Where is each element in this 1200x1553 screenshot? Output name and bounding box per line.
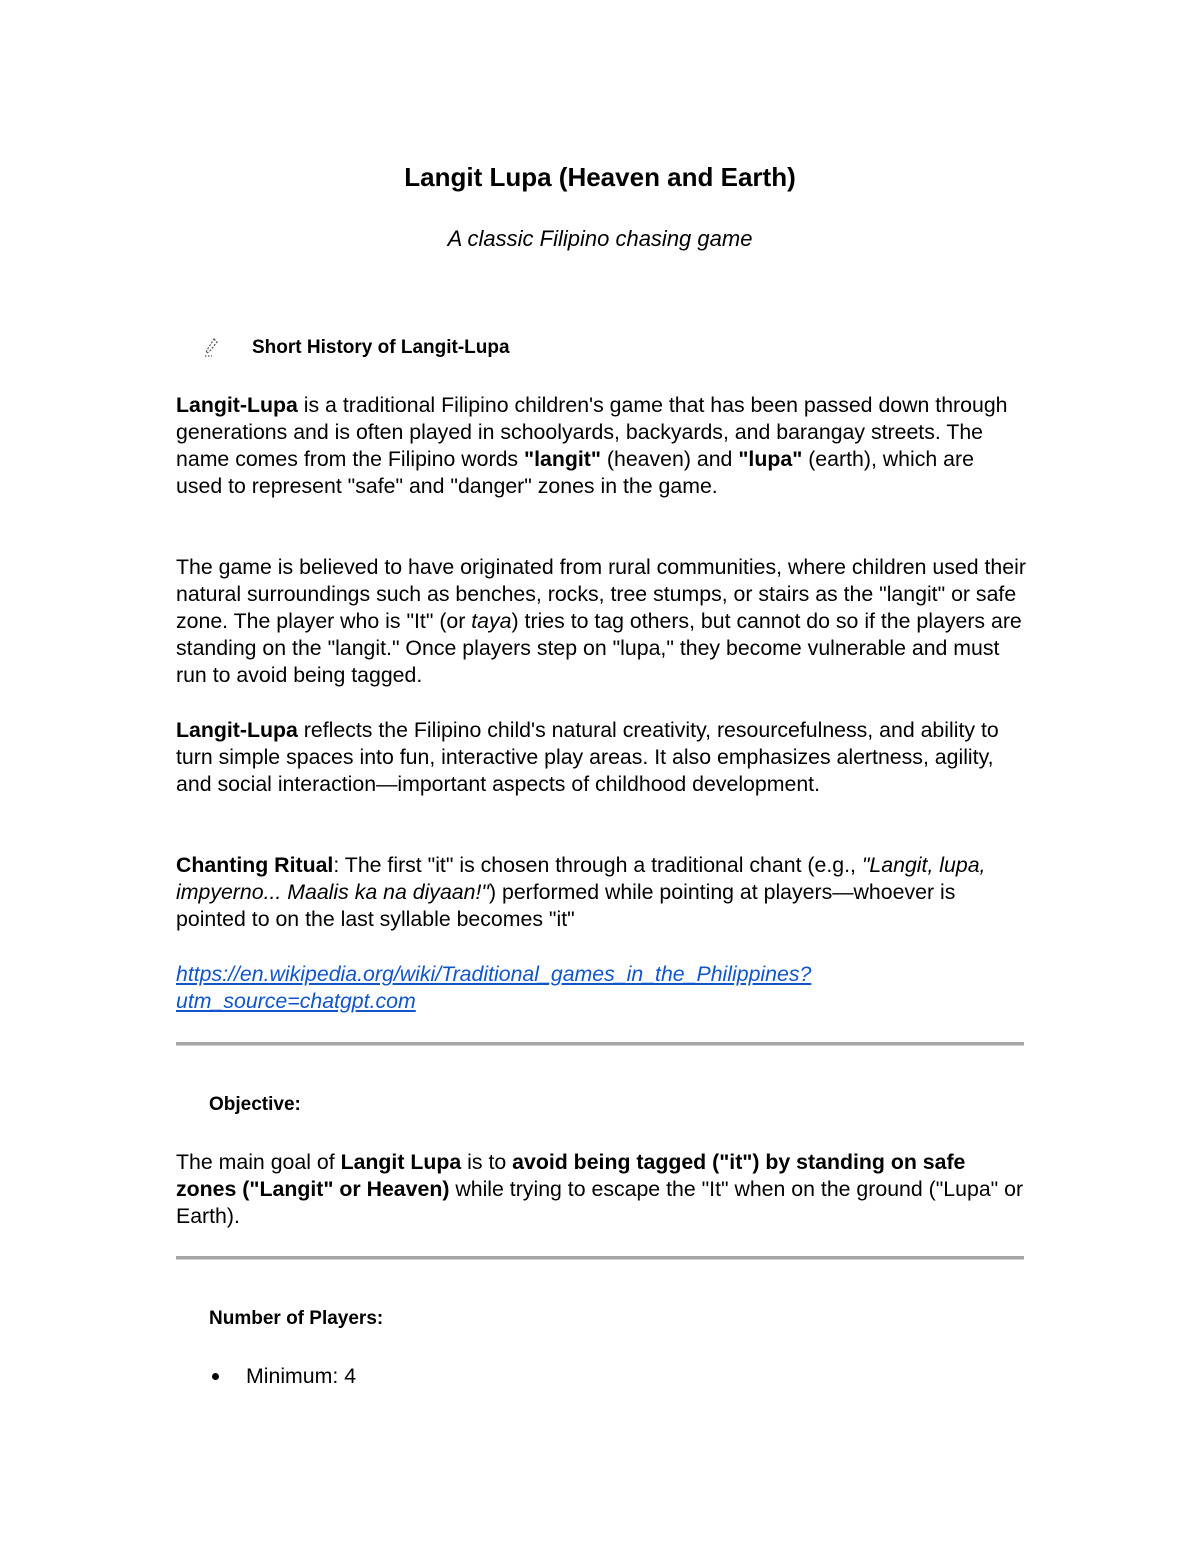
game-name: Langit-Lupa xyxy=(176,718,298,742)
history-heading-row xyxy=(200,333,510,363)
chant-text: "Langit, lupa, impyerno... Maalis ka na diyaan!" xyxy=(176,853,986,904)
history-paragraph-2: The game is believed to have originated from rural communities, where children used their natural surroundings such as benches, rocks, tree stumps, or stairs as the "langit" or safe zone. The player who is "It" (or taya) tries to tag others, but cannot do so if the players are standing on the "langit." Once players step on "lupa," they become vulnerable and must run to avoid being tagged. xyxy=(176,555,1026,687)
players-list xyxy=(176,1361,356,1391)
page-subtitle: A classic Filipino chasing game xyxy=(447,226,753,251)
players-heading: Number of Players: xyxy=(209,1308,384,1329)
objective-heading: Objective: xyxy=(209,1094,301,1115)
game-name: Langit-Lupa xyxy=(176,393,298,417)
list-item: Minimum: 4 xyxy=(176,1361,356,1391)
source-link[interactable]: https://en.wikipedia.org/wiki/Traditional_games_in_the_Philippines? utm_source=chatgpt.com xyxy=(176,962,812,1013)
chanting-ritual-label: Chanting Ritual xyxy=(176,853,334,877)
page-title: Langit Lupa (Heaven and Earth) xyxy=(404,162,796,192)
bullet-icon xyxy=(212,1373,219,1380)
source-link-paragraph xyxy=(176,961,1026,1015)
pencil-icon xyxy=(200,335,222,361)
history-heading: Short History of Langit-Lupa xyxy=(252,337,510,358)
horizontal-divider xyxy=(176,1042,1024,1046)
chanting-ritual-paragraph: Chanting Ritual: The first "it" is chosen through a traditional chant (e.g., "Langit, lupa, impyerno... Maalis ka na diyaan!") performed while pointing at players—whoever is pointed to on the last syllable becomes "it" xyxy=(176,853,986,931)
horizontal-divider xyxy=(176,1256,1024,1260)
objective-paragraph: The main goal of Langit Lupa is to avoid being tagged ("it") by standing on safe zones ("Langit" or Heaven) while trying to escape the "It" when on the ground ("Lupa" or Earth). xyxy=(176,1150,1024,1228)
history-paragraph-3: Langit-Lupa reflects the Filipino child's natural creativity, resourcefulness, and ability to turn simple spaces into fun, interactive play areas. It also emphasizes alertness, agility, and social interaction—important aspects of childhood development. xyxy=(176,718,999,796)
history-paragraph-1: Langit-Lupa is a traditional Filipino children's game that has been passed down through generations and is often played in schoolyards, backyards, and barangay streets. The name comes from the Filipino words "langit" (heaven) and "lupa" (earth), which are used to represent "safe" and "danger" zones in the game. xyxy=(176,393,1008,498)
